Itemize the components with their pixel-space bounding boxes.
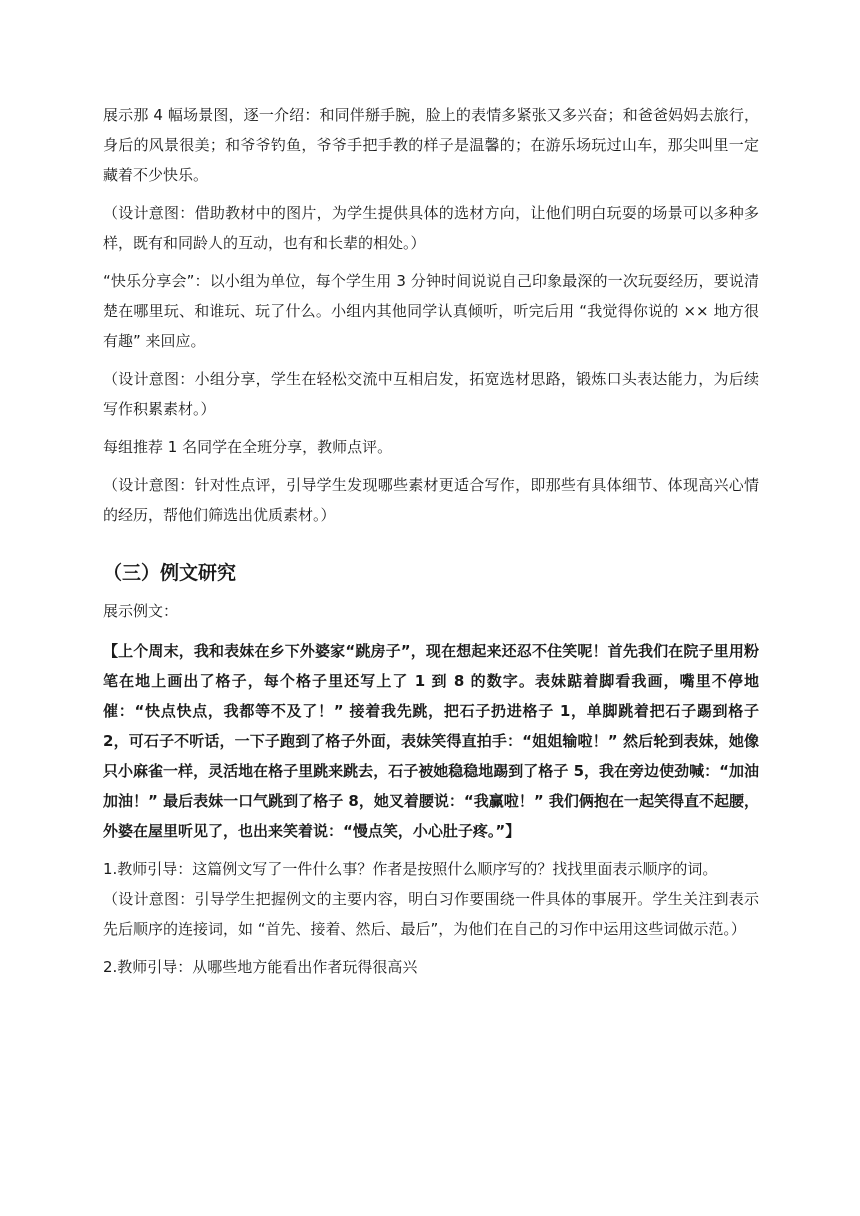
class-share-paragraph: 每组推荐 1 名同学在全班分享，教师点评。 (103, 438, 393, 456)
design-intent-note: （设计意图：小组分享，学生在轻松交流中互相启发，拓宽选材思路，锻炼口头表达能力，为后续写作积累素材。） (103, 370, 759, 418)
teacher-question-1: 1.教师引导：这篇例文写了一件什么事？作者是按照什么顺序写的？找找里面表示顺序的词。 (103, 860, 718, 878)
teacher-question-2: 2.教师引导：从哪些地方能看出作者玩得很高兴 (103, 958, 418, 976)
scene-intro-paragraph: 展示那 4 幅场景图，逐一介绍：和同伴掰手腕，脸上的表情多紧张又多兴奋；和爸爸妈妈去旅行，身后的风景很美；和爷爷钓鱼，爷爷手把手教的样子是温馨的；在游乐场玩过山车，那尖叫里一定藏着不少快乐。 (103, 106, 759, 184)
example-intro: 展示例文： (103, 602, 179, 620)
design-intent-note: （设计意图：借助教材中的图片，为学生提供具体的选材方向，让他们明白玩耍的场景可以多种多样，既有和同龄人的互动，也有和长辈的相处。） (103, 204, 759, 252)
sharing-activity-paragraph: “快乐分享会”：以小组为单位，每个学生用 3 分钟时间说说自己印象最深的一次玩耍经历，要说清楚在哪里玩、和谁玩、玩了什么。小组内其他同学认真倾听，听完后用 “我觉得你说的 ×× 地方很有趣” 来回应。 (103, 272, 759, 350)
document-page (103, 100, 759, 990)
example-text: 【上个周末，我和表妹在乡下外婆家“跳房子”，现在想起来还忍不住笑呢！首先我们在院子里用粉笔在地上画出了格子，每个格子里还写上了 1 到 8 的数字。表妹踮着脚看我画，嘴里不停地催：“快点快点，我都等不及了！” 接着我先跳，把石子扔进格子 1，单脚跳着把石子踢到格子 2，可石子不听话，一下子跑到了格子外面，表妹笑得直拍手：“姐姐输啦！” 然后轮到表妹，她像只小麻雀一样，灵活地在格子里跳来跳去，石子被她稳稳地踢到了格子 5，我在旁边使劲喊：“加油加油！” 最后表妹一口气跳到了格子 8，她叉着腰说：“我赢啦！” 我们俩抱在一起笑得直不起腰，外婆在屋里听见了，也出来笑着说：“慢点笑，小心肚子疼。”】 (103, 642, 759, 840)
section-heading: （三）例文研究 (103, 562, 237, 584)
design-intent-note: （设计意图：引导学生把握例文的主要内容，明白习作要围绕一件具体的事展开。学生关注到表示先后顺序的连接词，如 “首先、接着、然后、最后”，为他们在自己的习作中运用这些词做示范。） (103, 890, 759, 938)
design-intent-note: （设计意图：针对性点评，引导学生发现哪些素材更适合写作，即那些有具体细节、体现高兴心情的经历，帮他们筛选出优质素材。） (103, 476, 759, 524)
